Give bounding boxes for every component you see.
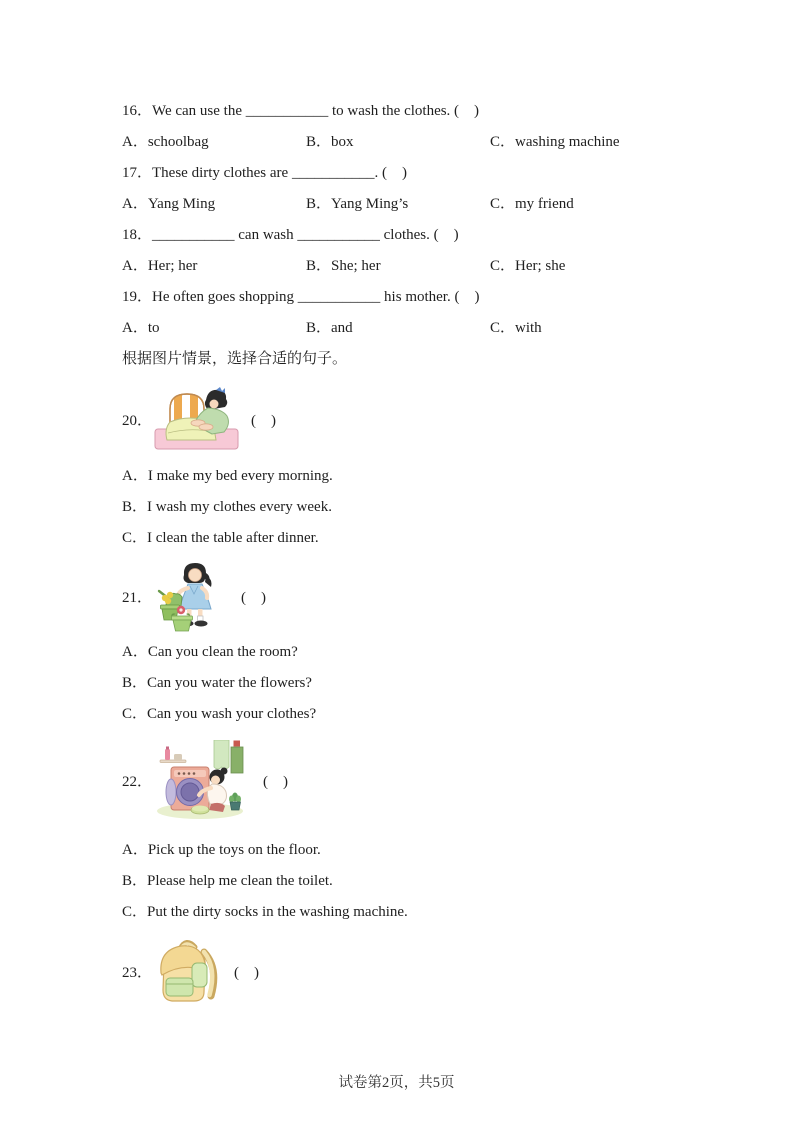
- question-17-text: 17．These dirty clothes are ___________. ( ): [122, 165, 407, 181]
- question-18-option-b: B．She; her: [306, 258, 381, 274]
- question-21-option-a: A．Can you clean the room?: [122, 644, 298, 660]
- question-21-option-c: C．Can you wash your clothes?: [122, 706, 317, 722]
- question-23: [122, 936, 763, 1006]
- girl-watering-flowers-illustration: [154, 560, 229, 632]
- question-17-options: [122, 189, 763, 220]
- question-21-answer-paren: ( ): [241, 589, 267, 606]
- question-23-picture-row: [122, 936, 763, 1006]
- question-18: [122, 220, 763, 282]
- question-20-options: [122, 461, 763, 554]
- question-18-option-c: C．Her; she: [490, 258, 566, 274]
- girl-washing-machine-illustration: [154, 740, 251, 820]
- question-19-option-a: A．to: [122, 320, 160, 336]
- question-16-options: [122, 127, 763, 158]
- question-22-options: [122, 835, 763, 928]
- question-23-answer-paren: ( ): [234, 964, 260, 981]
- question-22-answer-paren: ( ): [263, 773, 289, 790]
- question-17-option-a: A．Yang Ming: [122, 196, 216, 212]
- question-22-option-c: C．Put the dirty socks in the washing machine.: [122, 904, 408, 920]
- question-19-options: [122, 313, 763, 344]
- question-22-option-b: B．Please help me clean the toilet.: [122, 873, 333, 889]
- question-16-option-c: C．washing machine: [490, 134, 620, 150]
- section-instruction: 根据图片情景，选择合适的句子。: [122, 351, 348, 367]
- question-19-text: 19．He often goes shopping ___________ his mother. ( ): [122, 289, 480, 305]
- question-21-options: [122, 637, 763, 730]
- question-16: [122, 96, 763, 158]
- question-16-option-b: B．box: [306, 134, 354, 150]
- question-19-option-b: B．and: [306, 320, 353, 336]
- question-22: [122, 740, 763, 928]
- question-21-number: 21．: [122, 589, 153, 606]
- question-17-option-b: B．Yang Ming’s: [306, 196, 409, 212]
- question-23-number: 23．: [122, 964, 153, 981]
- question-17-option-c: C．my friend: [490, 196, 574, 212]
- question-22-picture-row: [122, 740, 763, 820]
- question-16-option-a: A．schoolbag: [122, 134, 209, 150]
- page-footer: 试卷第2页，共5页: [338, 1075, 455, 1091]
- question-20-option-c: C．I clean the table after dinner.: [122, 530, 319, 546]
- question-21: [122, 560, 763, 730]
- question-20-number: 20．: [122, 413, 153, 429]
- question-19: [122, 282, 763, 344]
- question-17: [122, 158, 763, 220]
- question-19-option-c: C．with: [490, 320, 542, 336]
- exam-content: [122, 96, 763, 1006]
- question-21-picture-row: [122, 560, 763, 632]
- question-20-option-a: A．I make my bed every morning.: [122, 468, 333, 484]
- question-18-option-a: A．Her; her: [122, 258, 198, 274]
- question-16-text: 16．We can use the ___________ to wash the clothes. ( ): [122, 103, 480, 119]
- question-21-option-b: B．Can you water the flowers?: [122, 675, 312, 691]
- question-20: [122, 387, 763, 554]
- question-20-option-b: B．I wash my clothes every week.: [122, 499, 332, 515]
- question-20-answer-paren: ( ): [251, 413, 277, 429]
- question-18-options: [122, 251, 763, 282]
- question-22-option-a: A．Pick up the toys on the floor.: [122, 842, 321, 858]
- question-20-picture-row: [122, 387, 763, 452]
- question-22-number: 22．: [122, 773, 153, 790]
- schoolbag-illustration: [154, 936, 222, 1006]
- girl-making-bed-illustration: [154, 387, 239, 452]
- question-18-text: 18．___________ can wash ___________ clothes. ( ): [122, 227, 459, 243]
